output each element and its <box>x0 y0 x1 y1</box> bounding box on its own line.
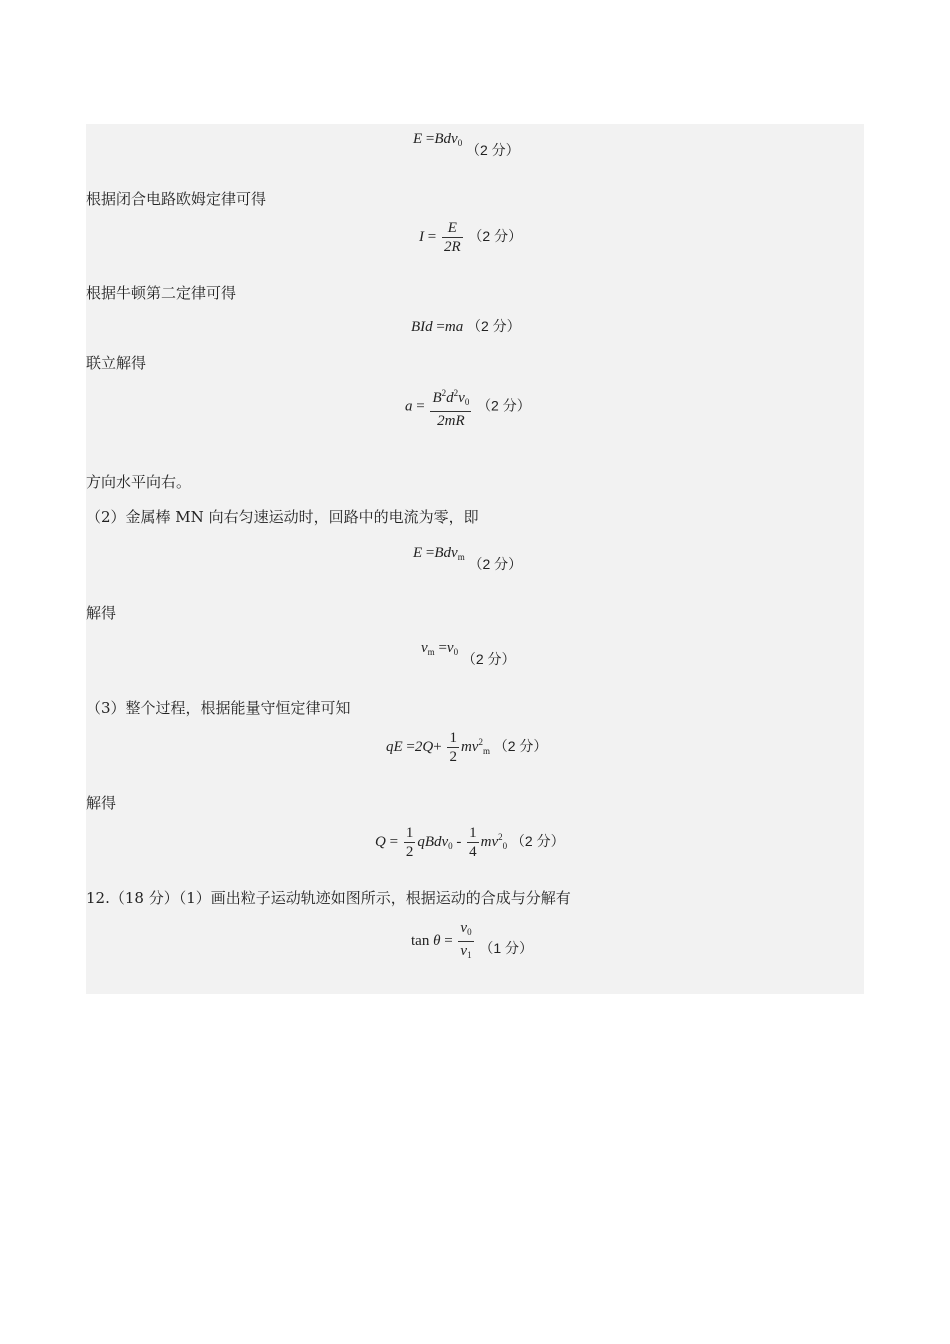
fraction: $\frac{1}{2}$ <box>449 730 457 765</box>
equation-emf: E =Bdv$_0$ （2 分） <box>413 131 520 158</box>
equation-velocity: $v_m =v_0$ （2 分） <box>421 640 516 667</box>
equation-energy: qE =2Q+ $\frac{1}{2}$ $mv^2_m$ （2 分） <box>386 730 548 765</box>
text-line: 12.（18 分）（1）画出粒子运动轨迹如图所示，根据运动的合成与分解有 <box>86 889 571 907</box>
text-line: 根据牛顿第二定律可得 <box>86 284 237 302</box>
fraction: $\frac{B^2d^2v_0}{2mR}$ <box>430 384 471 430</box>
text-line: 根据闭合电路欧姆定律可得 <box>86 190 267 208</box>
score-mark: （2 分） <box>477 397 531 414</box>
text-line: 解得 <box>86 604 117 622</box>
equation-tan: tan θ = $\frac{v_0}{v_1}$ （1 分） <box>411 919 533 964</box>
score-mark: （2 分） <box>468 556 523 572</box>
fraction: $\frac{E}{2R}$ <box>443 220 461 255</box>
text-line: 方向水平向右。 <box>86 473 192 491</box>
equation-heat: Q = $\frac{1}{2}$ qBdv$_0$ - $\frac{1}{4}$ $mv^2_0$ （2 分） <box>375 825 565 860</box>
solution-panel <box>86 124 864 994</box>
text-line: （3）整个过程，根据能量守恒定律可知 <box>86 699 351 717</box>
score-mark: （1 分） <box>479 939 534 956</box>
score-mark: （2 分） <box>465 142 520 158</box>
equation-acceleration: a = $\frac{B^2d^2v_0}{2mR}$ （2 分） <box>405 384 531 430</box>
equation-emf-max: E =Bdv$_m$ （2 分） <box>413 545 523 572</box>
fraction: $\frac{1}{4}$ <box>469 825 477 860</box>
equation-newton: BId =ma （2 分） <box>411 318 521 335</box>
score-mark: （2 分） <box>468 227 523 244</box>
equation-current: I = $\frac{E}{2R}$ （2 分） <box>419 220 523 255</box>
text-line: 解得 <box>86 794 117 812</box>
fraction: $\frac{v_0}{v_1}$ <box>460 920 472 960</box>
score-mark: （2 分） <box>461 651 516 667</box>
score-mark: （2 分） <box>510 832 565 849</box>
text-line: 联立解得 <box>86 354 147 372</box>
fraction: $\frac{1}{2}$ <box>405 825 414 860</box>
text-line: （2）金属棒 MN 向右匀速运动时，回路中的电流为零，即 <box>86 508 479 526</box>
score-mark: （2 分） <box>466 318 521 334</box>
score-mark: （2 分） <box>493 737 548 754</box>
